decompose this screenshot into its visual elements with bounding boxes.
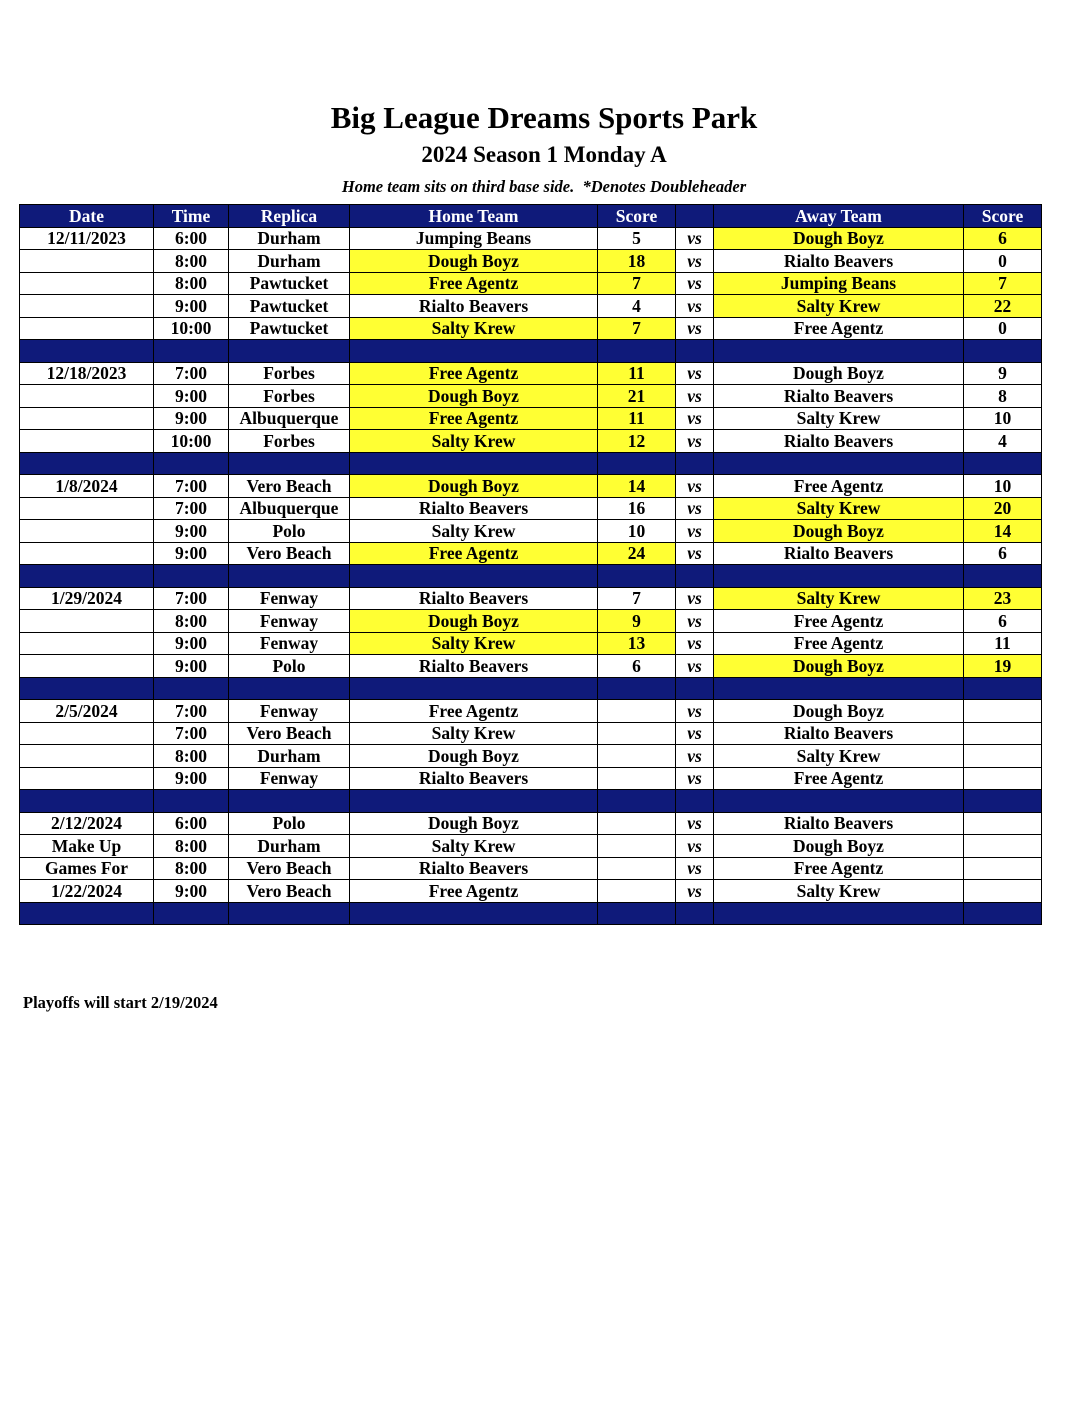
separator-cell xyxy=(229,790,350,813)
cell-away-score: 0 xyxy=(964,317,1042,340)
table-header-row xyxy=(20,205,1042,228)
cell-time: 8:00 xyxy=(154,857,229,880)
cell-home-team: Free Agentz xyxy=(350,542,598,565)
table-row xyxy=(20,700,1042,723)
cell-home-score: 11 xyxy=(598,407,676,430)
cell-home-score: 4 xyxy=(598,295,676,318)
cell-vs: vs xyxy=(676,317,714,340)
cell-date xyxy=(20,767,154,790)
cell-home-score: 13 xyxy=(598,632,676,655)
cell-replica: Polo xyxy=(229,655,350,678)
cell-home-score: 24 xyxy=(598,542,676,565)
separator-cell xyxy=(598,452,676,475)
cell-home-team: Dough Boyz xyxy=(350,385,598,408)
table-row xyxy=(20,362,1042,385)
separator-cell xyxy=(598,902,676,925)
separator-cell xyxy=(964,677,1042,700)
cell-away-team: Jumping Beans xyxy=(714,272,964,295)
table-row xyxy=(20,632,1042,655)
table-row xyxy=(20,812,1042,835)
cell-date: Games For xyxy=(20,857,154,880)
cell-replica: Pawtucket xyxy=(229,295,350,318)
cell-home-team: Rialto Beavers xyxy=(350,655,598,678)
cell-replica: Fenway xyxy=(229,767,350,790)
cell-replica: Forbes xyxy=(229,362,350,385)
cell-replica: Vero Beach xyxy=(229,475,350,498)
table-row xyxy=(20,520,1042,543)
cell-away-score xyxy=(964,767,1042,790)
cell-away-score: 23 xyxy=(964,587,1042,610)
cell-home-team: Rialto Beavers xyxy=(350,295,598,318)
separator-cell xyxy=(350,340,598,363)
cell-home-score xyxy=(598,812,676,835)
separator-cell xyxy=(598,790,676,813)
cell-time: 10:00 xyxy=(154,317,229,340)
cell-vs: vs xyxy=(676,857,714,880)
separator-cell xyxy=(676,340,714,363)
cell-home-team: Rialto Beavers xyxy=(350,497,598,520)
separator-cell xyxy=(229,902,350,925)
cell-away-score: 6 xyxy=(964,227,1042,250)
cell-replica: Vero Beach xyxy=(229,542,350,565)
cell-home-team: Dough Boyz xyxy=(350,250,598,273)
cell-away-score: 6 xyxy=(964,610,1042,633)
table-row xyxy=(20,227,1042,250)
cell-date xyxy=(20,722,154,745)
separator-cell xyxy=(964,340,1042,363)
separator-cell xyxy=(154,565,229,588)
cell-date xyxy=(20,407,154,430)
cell-home-score: 7 xyxy=(598,317,676,340)
cell-time: 7:00 xyxy=(154,497,229,520)
cell-time: 7:00 xyxy=(154,475,229,498)
cell-home-team: Free Agentz xyxy=(350,700,598,723)
cell-replica: Fenway xyxy=(229,700,350,723)
cell-away-score: 10 xyxy=(964,407,1042,430)
cell-away-team: Free Agentz xyxy=(714,610,964,633)
cell-home-score xyxy=(598,857,676,880)
cell-vs: vs xyxy=(676,610,714,633)
table-row xyxy=(20,497,1042,520)
cell-away-team: Free Agentz xyxy=(714,767,964,790)
table-row xyxy=(20,317,1042,340)
separator-cell xyxy=(714,902,964,925)
table-row xyxy=(20,835,1042,858)
cell-replica: Fenway xyxy=(229,587,350,610)
cell-away-score xyxy=(964,700,1042,723)
col-header-away-score: Score xyxy=(964,205,1042,228)
cell-time: 7:00 xyxy=(154,362,229,385)
cell-time: 9:00 xyxy=(154,385,229,408)
cell-time: 9:00 xyxy=(154,407,229,430)
cell-time: 9:00 xyxy=(154,880,229,903)
separator-cell xyxy=(964,902,1042,925)
cell-home-score: 14 xyxy=(598,475,676,498)
separator-cell xyxy=(598,677,676,700)
cell-replica: Polo xyxy=(229,520,350,543)
col-header-home-team: Home Team xyxy=(350,205,598,228)
cell-away-team: Free Agentz xyxy=(714,317,964,340)
cell-home-score: 11 xyxy=(598,362,676,385)
separator-cell xyxy=(714,790,964,813)
cell-vs: vs xyxy=(676,722,714,745)
cell-vs: vs xyxy=(676,812,714,835)
cell-time: 8:00 xyxy=(154,610,229,633)
separator-cell xyxy=(154,902,229,925)
cell-vs: vs xyxy=(676,880,714,903)
cell-time: 8:00 xyxy=(154,272,229,295)
separator-row xyxy=(20,677,1042,700)
separator-cell xyxy=(20,790,154,813)
cell-vs: vs xyxy=(676,497,714,520)
cell-replica: Albuquerque xyxy=(229,407,350,430)
col-header-home-score: Score xyxy=(598,205,676,228)
cell-vs: vs xyxy=(676,250,714,273)
separator-cell xyxy=(20,565,154,588)
playoffs-note: Playoffs will start 2/19/2024 xyxy=(23,993,218,1012)
cell-away-score: 0 xyxy=(964,250,1042,273)
cell-date xyxy=(20,295,154,318)
cell-home-team: Salty Krew xyxy=(350,520,598,543)
cell-away-team: Dough Boyz xyxy=(714,227,964,250)
cell-away-team: Salty Krew xyxy=(714,880,964,903)
cell-away-score: 19 xyxy=(964,655,1042,678)
cell-date xyxy=(20,385,154,408)
cell-home-score: 18 xyxy=(598,250,676,273)
separator-cell xyxy=(154,677,229,700)
table-row xyxy=(20,385,1042,408)
table-row xyxy=(20,655,1042,678)
col-header-away-team: Away Team xyxy=(714,205,964,228)
cell-home-score xyxy=(598,880,676,903)
cell-home-score xyxy=(598,700,676,723)
cell-replica: Fenway xyxy=(229,632,350,655)
cell-home-team: Salty Krew xyxy=(350,632,598,655)
cell-vs: vs xyxy=(676,745,714,768)
cell-date: 1/22/2024 xyxy=(20,880,154,903)
cell-away-team: Salty Krew xyxy=(714,745,964,768)
cell-home-score xyxy=(598,745,676,768)
table-row xyxy=(20,587,1042,610)
schedule-table xyxy=(19,204,1042,925)
cell-time: 8:00 xyxy=(154,835,229,858)
separator-cell xyxy=(714,677,964,700)
table-row xyxy=(20,430,1042,453)
separator-cell xyxy=(229,452,350,475)
separator-cell xyxy=(676,452,714,475)
cell-home-team: Dough Boyz xyxy=(350,745,598,768)
separator-row xyxy=(20,565,1042,588)
cell-away-team: Dough Boyz xyxy=(714,520,964,543)
cell-away-team: Rialto Beavers xyxy=(714,722,964,745)
cell-away-score: 8 xyxy=(964,385,1042,408)
separator-cell xyxy=(714,452,964,475)
cell-home-score: 21 xyxy=(598,385,676,408)
cell-home-team: Jumping Beans xyxy=(350,227,598,250)
cell-home-score: 16 xyxy=(598,497,676,520)
separator-cell xyxy=(350,677,598,700)
cell-home-team: Free Agentz xyxy=(350,272,598,295)
separator-cell xyxy=(598,340,676,363)
separator-cell xyxy=(964,790,1042,813)
cell-vs: vs xyxy=(676,655,714,678)
cell-home-score: 7 xyxy=(598,587,676,610)
cell-away-score: 20 xyxy=(964,497,1042,520)
separator-cell xyxy=(229,677,350,700)
cell-away-score: 4 xyxy=(964,430,1042,453)
cell-vs: vs xyxy=(676,835,714,858)
separator-cell xyxy=(350,452,598,475)
separator-cell xyxy=(714,340,964,363)
cell-replica: Pawtucket xyxy=(229,272,350,295)
cell-home-score: 7 xyxy=(598,272,676,295)
cell-time: 9:00 xyxy=(154,655,229,678)
separator-cell xyxy=(676,565,714,588)
separator-cell xyxy=(20,340,154,363)
separator-row xyxy=(20,790,1042,813)
cell-time: 7:00 xyxy=(154,587,229,610)
cell-replica: Durham xyxy=(229,745,350,768)
cell-date xyxy=(20,317,154,340)
cell-away-team: Rialto Beavers xyxy=(714,250,964,273)
cell-date: Make Up xyxy=(20,835,154,858)
cell-vs: vs xyxy=(676,407,714,430)
cell-home-team: Free Agentz xyxy=(350,407,598,430)
cell-away-team: Dough Boyz xyxy=(714,655,964,678)
separator-cell xyxy=(20,677,154,700)
cell-vs: vs xyxy=(676,227,714,250)
schedule-body xyxy=(20,227,1042,925)
cell-date: 12/11/2023 xyxy=(20,227,154,250)
separator-cell xyxy=(229,565,350,588)
cell-replica: Vero Beach xyxy=(229,880,350,903)
cell-away-team: Salty Krew xyxy=(714,407,964,430)
cell-time: 6:00 xyxy=(154,227,229,250)
cell-vs: vs xyxy=(676,520,714,543)
table-row xyxy=(20,295,1042,318)
page-title: Big League Dreams Sports Park xyxy=(330,100,758,135)
separator-cell xyxy=(350,790,598,813)
separator-row xyxy=(20,902,1042,925)
cell-away-score: 10 xyxy=(964,475,1042,498)
cell-home-score: 10 xyxy=(598,520,676,543)
table-row xyxy=(20,272,1042,295)
cell-away-team: Free Agentz xyxy=(714,857,964,880)
table-row xyxy=(20,880,1042,903)
cell-home-team: Free Agentz xyxy=(350,362,598,385)
table-row xyxy=(20,610,1042,633)
cell-date xyxy=(20,272,154,295)
cell-date xyxy=(20,610,154,633)
cell-away-score: 7 xyxy=(964,272,1042,295)
cell-time: 9:00 xyxy=(154,767,229,790)
separator-cell xyxy=(154,452,229,475)
cell-date: 1/29/2024 xyxy=(20,587,154,610)
cell-home-team: Dough Boyz xyxy=(350,475,598,498)
separator-cell xyxy=(964,452,1042,475)
cell-away-team: Free Agentz xyxy=(714,632,964,655)
cell-away-score xyxy=(964,722,1042,745)
col-header-time: Time xyxy=(154,205,229,228)
cell-replica: Albuquerque xyxy=(229,497,350,520)
cell-home-score xyxy=(598,722,676,745)
doubleheader-note: Home team sits on third base side. *Denotes Doubleheader xyxy=(341,177,747,196)
cell-replica: Fenway xyxy=(229,610,350,633)
separator-cell xyxy=(676,902,714,925)
table-row xyxy=(20,407,1042,430)
cell-away-score: 6 xyxy=(964,542,1042,565)
cell-vs: vs xyxy=(676,475,714,498)
separator-cell xyxy=(154,340,229,363)
cell-replica: Forbes xyxy=(229,430,350,453)
cell-date xyxy=(20,632,154,655)
cell-time: 7:00 xyxy=(154,722,229,745)
cell-away-score xyxy=(964,835,1042,858)
cell-away-team: Free Agentz xyxy=(714,475,964,498)
cell-away-team: Dough Boyz xyxy=(714,835,964,858)
cell-home-team: Salty Krew xyxy=(350,317,598,340)
table-row xyxy=(20,722,1042,745)
cell-away-team: Rialto Beavers xyxy=(714,812,964,835)
table-row xyxy=(20,250,1042,273)
cell-time: 8:00 xyxy=(154,250,229,273)
cell-home-team: Free Agentz xyxy=(350,880,598,903)
cell-date: 2/12/2024 xyxy=(20,812,154,835)
cell-home-score: 6 xyxy=(598,655,676,678)
cell-vs: vs xyxy=(676,272,714,295)
cell-away-team: Rialto Beavers xyxy=(714,385,964,408)
cell-time: 6:00 xyxy=(154,812,229,835)
cell-vs: vs xyxy=(676,632,714,655)
cell-home-team: Salty Krew xyxy=(350,722,598,745)
cell-away-team: Salty Krew xyxy=(714,587,964,610)
cell-away-score: 22 xyxy=(964,295,1042,318)
cell-time: 10:00 xyxy=(154,430,229,453)
table-row xyxy=(20,745,1042,768)
cell-home-score xyxy=(598,767,676,790)
cell-date xyxy=(20,250,154,273)
cell-home-team: Rialto Beavers xyxy=(350,587,598,610)
cell-date: 1/8/2024 xyxy=(20,475,154,498)
cell-replica: Pawtucket xyxy=(229,317,350,340)
cell-vs: vs xyxy=(676,700,714,723)
cell-date: 12/18/2023 xyxy=(20,362,154,385)
cell-date xyxy=(20,520,154,543)
cell-vs: vs xyxy=(676,430,714,453)
cell-replica: Forbes xyxy=(229,385,350,408)
cell-time: 7:00 xyxy=(154,700,229,723)
cell-away-team: Salty Krew xyxy=(714,497,964,520)
cell-away-score xyxy=(964,880,1042,903)
cell-home-score: 9 xyxy=(598,610,676,633)
cell-vs: vs xyxy=(676,587,714,610)
page-subtitle: 2024 Season 1 Monday A xyxy=(421,142,667,167)
cell-vs: vs xyxy=(676,767,714,790)
table-row xyxy=(20,857,1042,880)
cell-away-score: 11 xyxy=(964,632,1042,655)
cell-away-score: 14 xyxy=(964,520,1042,543)
cell-home-team: Rialto Beavers xyxy=(350,767,598,790)
separator-row xyxy=(20,452,1042,475)
cell-time: 9:00 xyxy=(154,295,229,318)
cell-home-team: Dough Boyz xyxy=(350,812,598,835)
cell-away-score xyxy=(964,857,1042,880)
separator-cell xyxy=(676,790,714,813)
cell-date: 2/5/2024 xyxy=(20,700,154,723)
table-row xyxy=(20,767,1042,790)
separator-row xyxy=(20,340,1042,363)
table-row xyxy=(20,475,1042,498)
cell-away-score: 9 xyxy=(964,362,1042,385)
cell-replica: Vero Beach xyxy=(229,722,350,745)
separator-cell xyxy=(154,790,229,813)
cell-home-team: Rialto Beavers xyxy=(350,857,598,880)
separator-cell xyxy=(350,902,598,925)
cell-home-team: Salty Krew xyxy=(350,430,598,453)
cell-vs: vs xyxy=(676,542,714,565)
cell-replica: Durham xyxy=(229,835,350,858)
table-row xyxy=(20,542,1042,565)
cell-away-team: Salty Krew xyxy=(714,295,964,318)
cell-time: 9:00 xyxy=(154,542,229,565)
cell-date xyxy=(20,655,154,678)
cell-away-team: Dough Boyz xyxy=(714,362,964,385)
col-header-vs xyxy=(676,205,714,228)
cell-date xyxy=(20,745,154,768)
cell-away-team: Rialto Beavers xyxy=(714,542,964,565)
cell-home-score: 5 xyxy=(598,227,676,250)
cell-away-score xyxy=(964,812,1042,835)
col-header-replica: Replica xyxy=(229,205,350,228)
separator-cell xyxy=(20,452,154,475)
col-header-date: Date xyxy=(20,205,154,228)
separator-cell xyxy=(676,677,714,700)
cell-away-team: Dough Boyz xyxy=(714,700,964,723)
cell-date xyxy=(20,542,154,565)
cell-vs: vs xyxy=(676,362,714,385)
cell-replica: Polo xyxy=(229,812,350,835)
cell-replica: Durham xyxy=(229,250,350,273)
cell-date xyxy=(20,497,154,520)
separator-cell xyxy=(229,340,350,363)
cell-replica: Durham xyxy=(229,227,350,250)
cell-home-team: Salty Krew xyxy=(350,835,598,858)
cell-home-score xyxy=(598,835,676,858)
cell-home-score: 12 xyxy=(598,430,676,453)
cell-date xyxy=(20,430,154,453)
separator-cell xyxy=(714,565,964,588)
separator-cell xyxy=(964,565,1042,588)
cell-vs: vs xyxy=(676,385,714,408)
cell-time: 8:00 xyxy=(154,745,229,768)
separator-cell xyxy=(350,565,598,588)
cell-away-team: Rialto Beavers xyxy=(714,430,964,453)
cell-vs: vs xyxy=(676,295,714,318)
cell-replica: Vero Beach xyxy=(229,857,350,880)
separator-cell xyxy=(598,565,676,588)
cell-time: 9:00 xyxy=(154,632,229,655)
cell-home-team: Dough Boyz xyxy=(350,610,598,633)
cell-away-score xyxy=(964,745,1042,768)
cell-time: 9:00 xyxy=(154,520,229,543)
separator-cell xyxy=(20,902,154,925)
